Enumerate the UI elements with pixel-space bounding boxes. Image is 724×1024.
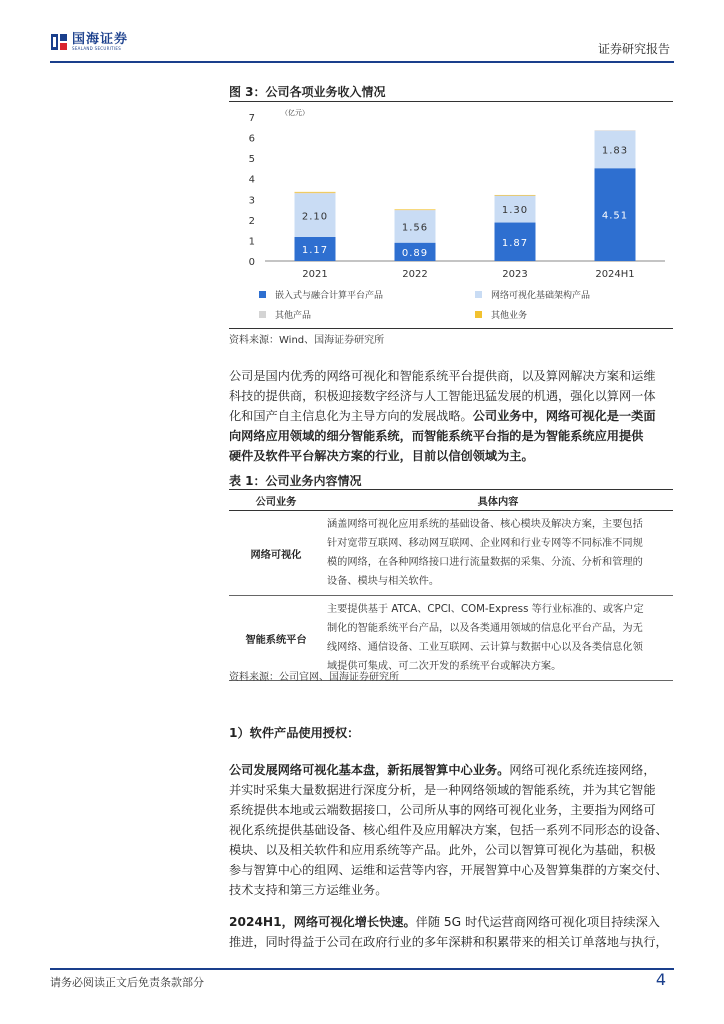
figure-title: 图 3：公司各项业务收入情况 (229, 85, 386, 99)
bar-data-label: 2.10 (301, 211, 329, 223)
para-line: 推进，同时得益于公司在政府行业的多年深耕和积累带来的相关订单落地与执行， (229, 935, 668, 949)
business-content-table (229, 489, 673, 681)
para-line: 视化系统提供基础设备、核心组件及应用解决方案，包括一系列不同形态的设备、 (229, 823, 668, 837)
figure-top-rule (229, 101, 673, 102)
para-line: 系统提供本地或云端数据接口，公司所从事的网络可视化业务，主要指为网络可 (229, 803, 656, 817)
para-bold-text: 硬件及软件平台解决方案的行业，目前以信创领域为主。 (229, 449, 534, 463)
footer-divider (50, 968, 674, 970)
para-bold-text: 公司业务中，网络可视化是一类面 (472, 409, 656, 423)
bar-data-label: 1.87 (501, 237, 529, 249)
table-header-row (229, 490, 673, 511)
para-line: 公司是国内优秀的网络可视化和智能系统平台提供商，以及算网解决方案和运维 (229, 369, 656, 383)
table-header-cell: 具体内容 (323, 490, 673, 511)
legend-swatch (475, 311, 482, 318)
para-bold-text: 2024H1，网络可视化增长快速。 (229, 915, 416, 929)
section-heading: 1）软件产品使用授权： (229, 726, 360, 740)
para-text: 伴随 5G 时代运营商网络可视化项目持续深入 (415, 915, 660, 929)
company-overview-paragraph (229, 366, 673, 466)
bar-segment (595, 130, 636, 131)
y-tick-label: 7 (248, 113, 255, 124)
legend-swatch (259, 291, 266, 298)
y-axis-unit-label: （亿元） (281, 109, 309, 117)
figure-source: 资料来源：Wind、国海证券研究所 (229, 335, 385, 346)
para-line: 参与智算中心的组网、运维和运营等内容，开展智算中心及智算集群的方案交付、 (229, 863, 668, 877)
bar-data-label: 1.30 (501, 205, 529, 217)
bar-segment (395, 210, 436, 211)
business-description-cell (323, 511, 673, 596)
para-line (229, 760, 673, 780)
para-line (229, 406, 673, 426)
report-type-label: 证券研究报告 (597, 42, 670, 56)
para-line: 科技的提供商，积极迎接数字经济与人工智能迅猛发展的机遇，强化以算网一体 (229, 389, 656, 403)
legend-swatch (259, 311, 266, 318)
growth-paragraph (229, 912, 673, 952)
bar-data-label: 1.17 (301, 244, 329, 256)
desc-line: 线网络、通信设备、工业互联网、云计算与数据中心以及各类信息化领 (327, 642, 643, 653)
bar-data-label: 0.89 (401, 247, 429, 259)
y-tick-label: 6 (248, 133, 255, 145)
page-number: 4 (655, 970, 666, 989)
bar-segment (295, 193, 336, 194)
desc-line: 设备、模块与相关软件。 (327, 576, 440, 587)
table-row (229, 511, 673, 596)
header-divider (50, 61, 674, 63)
para-text: 化和国产自主信息化为主导方向的发展战略。 (229, 409, 473, 423)
bar-data-label: 1.83 (601, 145, 629, 157)
desc-line: 域提供可集成、可二次开发的系统平台或解决方案。 (327, 661, 562, 672)
desc-line: 主要提供基于 ATCA、CPCI、COM-Express 等行业标准的、或客户定 (327, 604, 644, 615)
legend-label: 嵌入式与融合计算平台产品 (275, 291, 384, 301)
desc-line: 制化的智能系统平台产品，以及各类通用领域的信息化平台产品，为无 (327, 623, 643, 634)
bar-segment (295, 192, 336, 193)
desc-line: 针对宽带互联网、移动网互联网、企业网和行业专网等不同标准不同规 (327, 538, 643, 549)
bar-data-label: 4.51 (601, 210, 629, 222)
x-tick-label: 2024H1 (595, 269, 635, 280)
logo-chinese-name: 国海证券 (72, 32, 129, 47)
table-header-cell: 公司业务 (229, 490, 323, 511)
para-line: 模块、以及相关软件和应用系统等产品。此外，公司以智算可视化为基础，积极 (229, 843, 656, 857)
y-tick-label: 3 (248, 195, 255, 207)
bar-segment (395, 209, 436, 210)
figure-bottom-rule (229, 328, 673, 329)
para-line (229, 912, 673, 932)
page-header (0, 0, 724, 66)
y-tick-label: 0 (248, 257, 255, 268)
para-line (229, 426, 673, 446)
x-tick-label: 2021 (302, 269, 328, 280)
para-bold-text: 向网络应用领域的细分智能系统，而智能系统平台指的是为智能系统应用提供 (229, 429, 644, 443)
table-title: 表 1：公司业务内容情况 (229, 474, 362, 488)
network-visualization-paragraph (229, 760, 673, 900)
y-tick-label: 1 (248, 236, 255, 248)
business-name-cell: 智能系统平台 (229, 596, 323, 681)
business-name-cell: 网络可视化 (229, 511, 323, 596)
y-tick-label: 2 (248, 215, 255, 227)
legend-label: 其他业务 (491, 311, 528, 321)
legend-label: 网络可视化基础架构产品 (491, 291, 591, 301)
para-bold-text: 公司发展网络可视化基本盘，新拓展智算中心业务。 (229, 763, 510, 777)
logo-mark-icon (50, 32, 68, 52)
table-source: 资料来源：公司官网、国海证券研究所 (229, 672, 399, 683)
revenue-stacked-bar-chart (229, 103, 673, 327)
desc-line: 涵盖网络可视化应用系统的基础设备、核心模块及解决方案，主要包括 (327, 519, 643, 530)
x-tick-label: 2023 (502, 269, 528, 280)
legend-swatch (475, 291, 482, 298)
desc-line: 模的网络，在各种网络接口进行流量数据的采集、分流、分析和管理的 (327, 557, 643, 568)
para-line: 并实时采集大量数据进行深度分析，是一种网络领域的智能系统，并为其它智能 (229, 783, 656, 797)
y-tick-label: 4 (248, 174, 255, 186)
legend-label: 其他产品 (275, 311, 312, 321)
logo-english-name: SEALAND SECURITIES (72, 46, 122, 51)
bar-segment (495, 195, 536, 196)
y-tick-label: 5 (248, 154, 255, 166)
bar-data-label: 1.56 (401, 222, 429, 234)
para-line: 技术支持和第三方运维业务。 (229, 883, 388, 897)
para-line (229, 446, 673, 466)
x-tick-label: 2022 (402, 269, 428, 280)
para-text: 网络可视化系统连接网络， (509, 763, 656, 777)
company-logo (50, 30, 128, 54)
footer-disclaimer: 请务必阅读正文后免责条款部分 (50, 976, 204, 989)
